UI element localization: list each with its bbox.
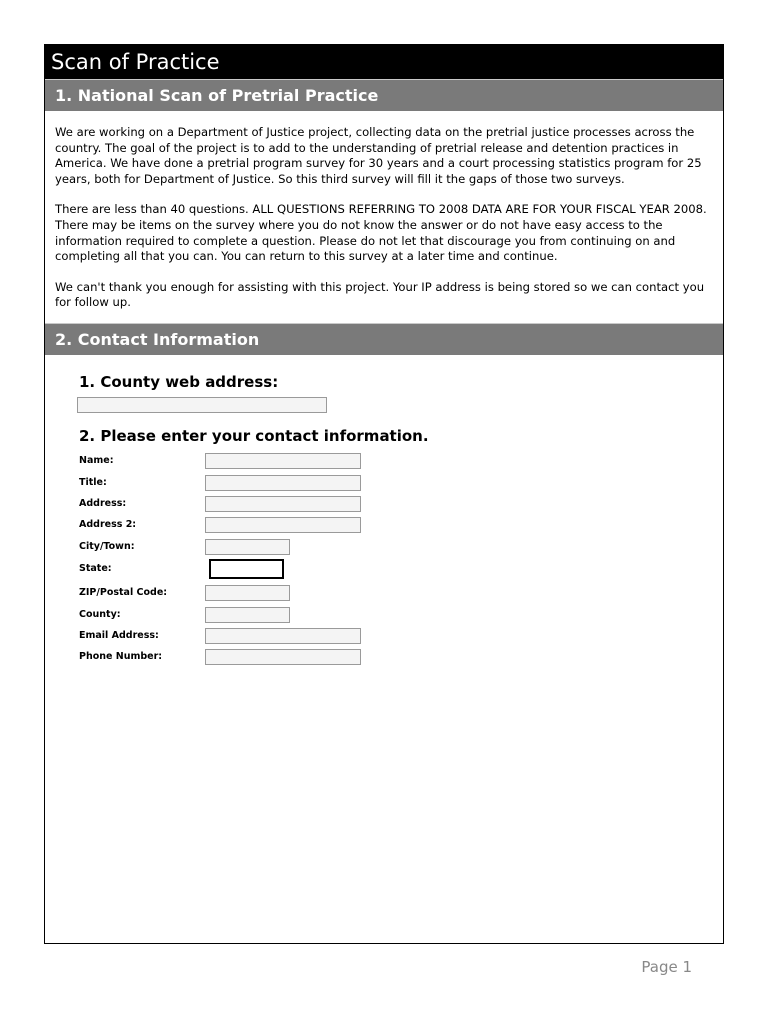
email-label: Email Address: [79, 629, 159, 641]
state-label: State: [79, 562, 112, 574]
phone-label: Phone Number: [79, 650, 163, 662]
intro-paragraph-3: We can't thank you enough for assisting with this project. Your IP address is being stored so we can contact you for follow up. [55, 279, 705, 310]
document-title: Scan of Practice [45, 45, 723, 79]
address-label: Address: [79, 497, 127, 509]
county-label: County: [79, 608, 121, 620]
zip-input[interactable] [205, 585, 290, 601]
question-1-label: 1. County web address: [79, 372, 279, 391]
county-input[interactable] [205, 607, 290, 623]
section-2-heading: 2. Contact Information [45, 323, 723, 355]
page-number: Page 1 [641, 958, 692, 976]
zip-label: ZIP/Postal Code: [79, 586, 168, 598]
address-2-label: Address 2: [79, 518, 137, 530]
name-input[interactable] [205, 453, 361, 469]
question-2-label: 2. Please enter your contact information. [79, 426, 429, 445]
address-input[interactable] [205, 496, 361, 512]
title-label: Title: [79, 476, 107, 488]
intro-paragraph-2: There are less than 40 questions. ALL QUESTIONS REFERRING TO 2008 DATA ARE FOR YOUR FISCAL YEAR 2008. There may be items on the survey where you do not know the answer or do not have easy access to the information required to complete a question. Please do not let that discourage you from continuing on and completing all that you can. You can return to this survey at a later time and continue. [55, 202, 707, 264]
intro-text [45, 111, 723, 323]
county-web-address-input[interactable] [77, 397, 327, 413]
survey-page-frame [44, 44, 724, 944]
email-input[interactable] [205, 628, 361, 644]
state-select[interactable] [209, 559, 284, 579]
city-label: City/Town: [79, 540, 135, 552]
name-label: Name: [79, 454, 114, 466]
phone-input[interactable] [205, 649, 361, 665]
title-input[interactable] [205, 475, 361, 491]
address-2-input[interactable] [205, 517, 361, 533]
section-1-heading: 1. National Scan of Pretrial Practice [45, 79, 723, 111]
intro-paragraph-1: We are working on a Department of Justice project, collecting data on the pretrial justice processes across the country. The goal of the project is to add to the understanding of pretrial release and detention practices in America. We have done a pretrial program survey for 30 years and a court processing statistics program for 25 years, both for Department of Justice. So this third survey will fill it the gaps of those two surveys. [55, 125, 702, 186]
city-input[interactable] [205, 539, 290, 555]
